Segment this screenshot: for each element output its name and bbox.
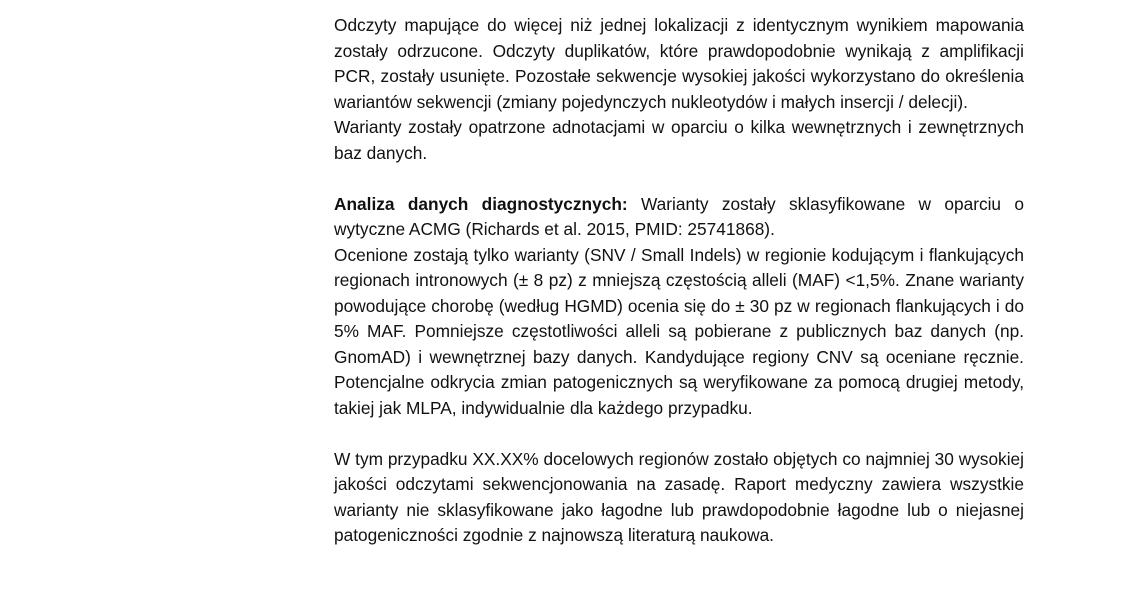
paragraph-annotation [334,115,1024,166]
paragraph-diagnostic-analysis [334,192,1024,243]
document-body [334,13,1024,549]
paragraph-text: W tym przypadku XX.XX% docelowych regionów zostało objętych co najmniej 30 wysokiej jakości odczytami sekwencjonowania na zasadę. Raport medyczny zawiera wszystkie warianty nie sklasyfikowane jako łagodne lub prawdopodobnie łagodne lub o niejasnej patogeniczności zgodnie z najnowszą literaturą naukowa. [334,448,1024,545]
paragraph-text: Warianty zostały opatrzone adnotacjami w oparciu o kilka wewnętrznych i zewnętrznych baz danych. [334,117,1024,163]
paragraph-text: Odczyty mapujące do więcej niż jednej lokalizacji z identycznym wynikiem mapowania zostały odrzucone. Odczyty duplikatów, które prawdopodobnie wynikają z amplifikacji PCR, zostały usunięte. Pozostałe sekwencje wysokiej jakości wykorzystano do określenia wariantów sekwencji (zmiany pojedynczych nukleotydów i małych insercji / delecji). [334,15,1024,112]
paragraph-text: Ocenione zostają tylko warianty (SNV / Small Indels) w regionie kodującym i flankujących regionach intronowych (± 8 pz) z mniejszą częstością alleli (MAF) <1,5%. Znane warianty powodujące chorobę (według HGMD) ocenia się do ± 30 pz w regionach flankujących i do 5% MAF. Pomniejsze częstotliwości alleli są pobierane z publicznych baz danych (np. GnomAD) i wewnętrznej bazy danych. Kandydujące regiony CNV są oceniane ręcznie. Potencjalne odkrycia zmian patogenicznych są weryfikowane za pomocą drugiej metody, takiej jak MLPA, indywidualnie dla każdego przypadku. [334,244,1024,418]
paragraph-text: Warianty zostały sklasyfikowane w oparciu o wytyczne ACMG (Richards et al. 2015, PMID: 25741868). [334,193,1024,239]
paragraph-coverage [334,447,1024,549]
paragraph-read-filtering [334,13,1024,115]
paragraph-variant-evaluation [334,243,1024,422]
section-heading: Analiza danych diagnostycznych: [334,193,628,214]
